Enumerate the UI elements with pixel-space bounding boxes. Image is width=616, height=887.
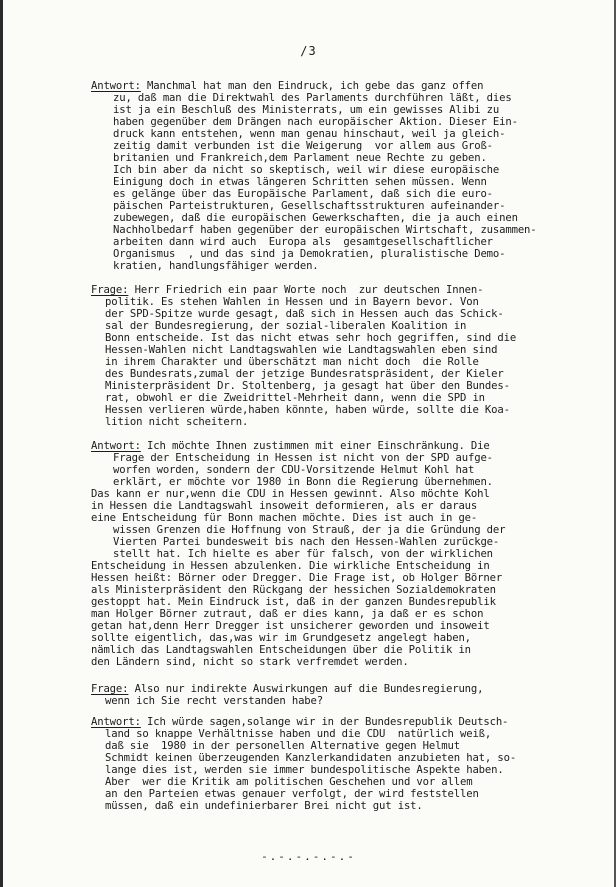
page-number: /3: [300, 44, 317, 58]
text-line: erklärt, er möchte vor 1980 in Bonn die Regierung übernehmen.: [113, 476, 493, 488]
text-line: haben gegenüber dem Drängen nach europäischer Aktion. Dieser Ein-: [113, 116, 518, 128]
text-line: Ministerpräsident Dr. Stoltenberg, ja gesagt hat über den Bundes-: [105, 380, 510, 392]
text-line: stellt hat. Ich hielte es aber für falsch, von der wirklichen: [113, 548, 493, 560]
text-line: getan hat,denn Herr Dregger ist unsicherer geworden und insoweit: [91, 620, 490, 632]
speaker-label: Antwort:: [91, 716, 141, 728]
footer-mark: -.-.-.-.-.-: [261, 850, 356, 863]
text-line: sollte eigentlich, das,was wir im Grundgesetz angelegt haben,: [91, 632, 471, 644]
interview-transcript: [91, 80, 591, 824]
text-line: Hessen-Wahlen nicht Landtagswahlen wie Landtagswahlen eben sind: [105, 344, 498, 356]
text-line: zeitig damit verbunden ist die Weigerung vor allem aus Groß-: [113, 140, 493, 152]
text-line: Schmidt keinen überzeugenden Kanzlerkandidaten anzubieten hat, so-: [105, 752, 517, 764]
text-line: land so knappe Verhältnisse haben und die CDU natürlich weiß,: [105, 728, 492, 740]
text-line: Herr Friedrich ein paar Worte noch zur deutschen Innen-: [128, 284, 484, 296]
text-line: rat, obwohl er die Zweidrittel-Mehrheit dann, wenn die SPD in: [105, 392, 485, 404]
text-line: Hessen heißt: Börner oder Dregger. Die Frage ist, ob Holger Börner: [91, 572, 503, 584]
question-block: [91, 683, 591, 707]
text-line: nämlich das Landtagswahlen Entscheidungen über die Politik in: [91, 644, 471, 656]
question-block: [91, 284, 591, 428]
speaker-label: Antwort:: [91, 80, 141, 92]
text-line: eine Entscheidung für Bonn machen möchte. Dies ist auch in ge-: [91, 512, 478, 524]
text-line: Frage der Entscheidung in Hessen ist nicht von der SPD aufge-: [113, 452, 493, 464]
text-line: Ich würde sagen,solange wir in der Bundesrepublik Deutsch-: [140, 716, 509, 728]
text-line: lition nicht scheitern.: [105, 416, 249, 428]
text-line: als Ministerpräsident den Rückgang der hessichen Sozialdemokraten: [91, 584, 496, 596]
text-line: politik. Es stehen Wahlen in Hessen und in Bayern bevor. Von: [105, 296, 479, 308]
text-line: Also nur indirekte Auswirkungen auf die Bundesregierung,: [128, 683, 484, 695]
text-line: der SPD-Spitze wurde gesagt, daß sich in Hessen auch das Schick-: [105, 308, 504, 320]
text-line: daß sie 1980 in der personellen Alternative gegen Helmut: [105, 740, 460, 752]
answer-block: [91, 80, 591, 272]
text-line: wissen Grenzen die Hoffnung von Strauß, der ja die Gründung der: [113, 524, 506, 536]
text-line: müssen, daß ein undefinierbarer Brei nicht gut ist.: [105, 800, 423, 812]
answer-block: [91, 440, 591, 668]
speaker-label: Antwort:: [91, 440, 141, 452]
text-line: gestoppt hat. Mein Eindruck ist, daß in der ganzen Bundesrepublik: [91, 596, 496, 608]
text-line: wenn ich Sie recht verstanden habe?: [105, 695, 323, 707]
speaker-label: Frage:: [91, 284, 129, 296]
text-line: Organismus , und das sind ja Demokratien, pluralistische Demo-: [113, 248, 506, 260]
text-line: worfen worden, sondern der CDU-Vorsitzende Helmut Kohl hat: [113, 464, 475, 476]
text-line: arbeiten dann wird auch Europa als gesamtgesellschaftlicher: [113, 236, 493, 248]
text-line: in ihrem Charakter und überschätzt man nicht doch die Rolle: [105, 356, 479, 368]
text-line: an den Parteien etwas genauer verfolgt, der wird feststellen: [105, 788, 479, 800]
text-line: Ich bin aber da nicht so skeptisch, weil wir diese europäische: [113, 164, 500, 176]
text-line: kratien, handlungsfähiger werden.: [113, 260, 319, 272]
text-line: es gelänge über das Europäische Parlament, daß sich die euro-: [113, 188, 493, 200]
text-line: Hessen verlieren würde,haben könnte, haben würde, sollte die Koa-: [105, 404, 510, 416]
text-line: des Bundesrats,zumal der jetzige Bundesratspräsident, der Kieler: [105, 368, 504, 380]
text-line: Aber wer die Kritik am politischen Geschehen und vor allem: [105, 776, 473, 788]
text-line: Das kann er nur,wenn die CDU in Hessen gewinnt. Also möchte Kohl: [91, 488, 490, 500]
text-line: Nachholbedarf haben gegenüber der europäischen Wirtschaft, zusammen-: [113, 224, 537, 236]
text-line: Ich möchte Ihnen zustimmen mit einer Einschränkung. Die: [140, 440, 490, 452]
text-line: Manchmal hat man den Eindruck, ich gebe das ganz offen: [140, 80, 484, 92]
text-line: druck kann entstehen, wenn man genau hinschaut, weil ja gleich-: [113, 128, 506, 140]
text-line: Einigung doch in etwas längeren Schritten sehen müssen. Wenn: [113, 176, 487, 188]
text-line: Vierten Partei bundesweit bis nach den Hessen-Wahlen zurückge-: [113, 536, 500, 548]
speaker-label: Frage:: [91, 683, 129, 695]
text-line: sal der Bundesregierung, der sozial-liberalen Koalition in: [105, 320, 467, 332]
text-line: man Holger Börner zutraut, daß er dies kann, ja daß er es schon: [91, 608, 484, 620]
text-line: zubewegen, daß die europäischen Gewerkschaften, die ja auch einen: [113, 212, 518, 224]
text-line: Bonn entscheide. Ist das nicht etwas sehr hoch gegriffen, sind die: [105, 332, 517, 344]
text-line: Entscheidung in Hessen abzulenken. Die wirkliche Entscheidung in: [91, 560, 490, 572]
text-line: zu, daß man die Direktwahl des Parlaments durchführen läßt, dies: [113, 92, 512, 104]
text-line: lange dies ist, werden sie immer bundespolitische Aspekte haben.: [105, 764, 504, 776]
text-line: britanien und Frankreich,dem Parlament neue Rechte zu geben.: [113, 152, 487, 164]
text-line: ist ja ein Beschluß des Ministerrats, um ein gewisses Alibi zu: [113, 104, 500, 116]
text-line: päischen Parteistrukturen, Gesellschaftsstrukturen aufeinander-: [113, 200, 506, 212]
answer-block: [91, 716, 591, 812]
text-line: in Hessen die Landtagswahl insoweit deformieren, als er daraus: [91, 500, 478, 512]
text-line: den Ländern sind, nicht so stark verfremdet werden.: [91, 656, 409, 668]
